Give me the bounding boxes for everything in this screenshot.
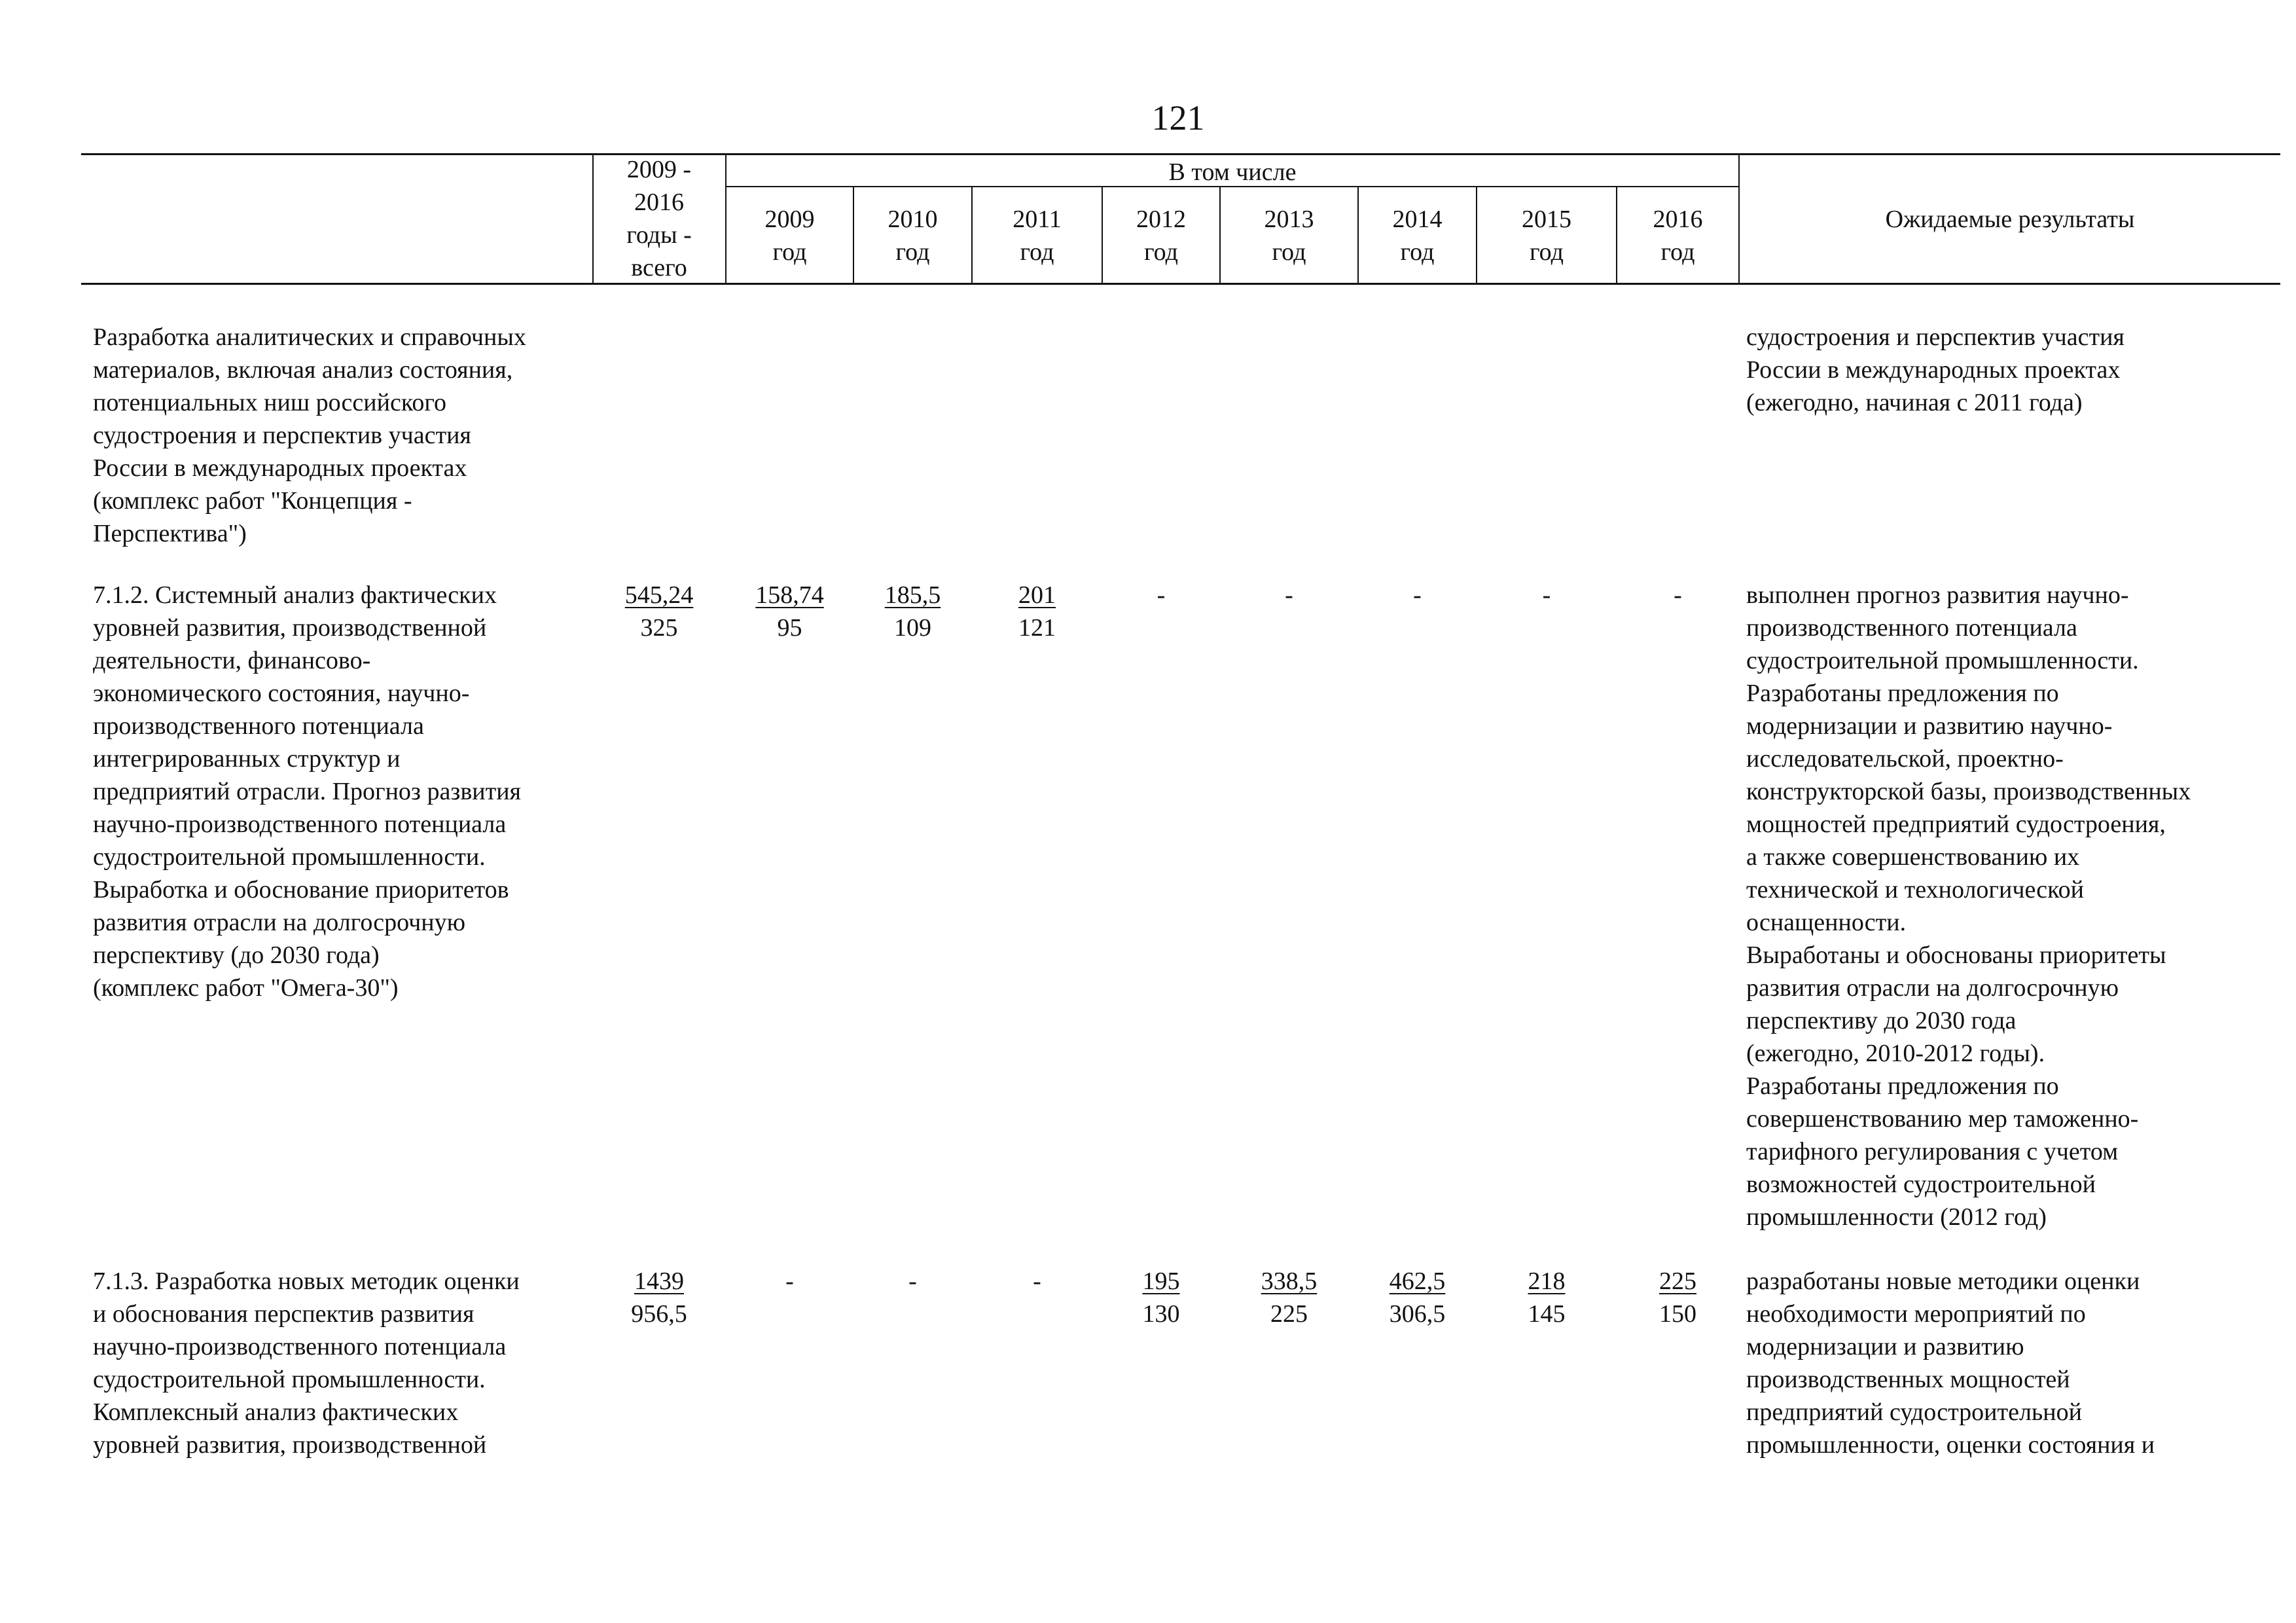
row-2-description: 7.1.3. Разработка новых методик оценки и обоснования перспектив развития научно-производственного потенциала судостроительной промышленности. Комплексный анализ фактических уровней развития, производственной [93, 1267, 520, 1459]
year-header-2010: 2010 год [888, 206, 938, 266]
row-2-value-2009: - [785, 1267, 794, 1295]
header-bottom-rule [81, 283, 2280, 285]
year-header-2015: 2015 год [1522, 206, 1571, 266]
row-2-value-2013: 338,5 225 [1261, 1267, 1318, 1328]
total-header-line: 2016 [634, 189, 684, 216]
row-2-total: 1439 956,5 [631, 1267, 687, 1328]
row-1-value-2009: 158,74 95 [755, 581, 824, 642]
row-2-value-2010: - [908, 1267, 917, 1295]
row-0-results: судостроения и перспектив участия России в международных проектах (ежегодно, начиная с 2011 года) [1746, 323, 2125, 416]
row-2-value-2011: - [1033, 1267, 1041, 1295]
page-number: 121 [1151, 98, 1205, 137]
including-header: В том числе [1168, 158, 1297, 186]
total-header-line: всего [631, 254, 687, 282]
row-1-description: 7.1.2. Системный анализ фактических уровней развития, производственной деятельности, финансово- экономического состояния, научно- производственного потенциала интегрированных структур и предприятий отрасли. Прогноз развития научно-производственного потенциала судостроительной промышленности. Выработка и обоснование приоритетов развития отрасли на долгосрочную перспективу (до 2030 года) (комплекс работ "Омега-30") [93, 581, 522, 1002]
row-1-value-2012: - [1157, 581, 1166, 609]
total-header-line: 2009 - [626, 156, 692, 183]
results-header: Ожидаемые результаты [1885, 206, 2135, 233]
year-header-2014: 2014 год [1392, 206, 1443, 266]
row-1-results: выполнен прогноз развития научно- производственного потенциала судостроительной промышленности. Разработаны предложения по модернизации и развитию научно- исследовательской, проектно- конструкторской базы, производственных мощностей предприятий судостроения, а также совершенствованию их технической и технологической оснащенности. Выработаны и обоснованы приоритеты развития отрасли на долгосрочную перспективу до 2030 года (ежегодно, 2010-2012 годы). Разработаны предложения по совершенствованию мер таможенно- тарифного регулирования с учетом возможностей судостроительной промышленности (2012 год) [1746, 581, 2191, 1231]
row-2-results: разработаны новые методики оценки необходимости мероприятий по модернизации и развитию производственных мощностей предприятий судостроительной промышленности, оценки состояния и [1746, 1267, 2155, 1459]
row-1-value-2013: - [1285, 581, 1293, 609]
year-header-2013: 2013 год [1264, 206, 1314, 266]
row-1-value-2014: - [1413, 581, 1422, 609]
row-1-total: 545,24 325 [624, 581, 694, 642]
row-2-value-2016: 225 150 [1659, 1267, 1696, 1328]
year-header-2016: 2016 год [1653, 206, 1703, 266]
row-2-value-2012: 195 130 [1142, 1267, 1180, 1328]
row-0-description: Разработка аналитических и справочных материалов, включая анализ состояния, потенциальных ниш российского судостроения и перспектив участия России в международных проектах (комплекс работ "Концепция - Перспектива") [93, 323, 526, 547]
year-header-2009: 2009 год [764, 206, 815, 266]
row-1-value-2010: 185,5 109 [884, 581, 941, 642]
total-header-line: годы - [626, 221, 692, 249]
row-1-value-2011: 201 121 [1018, 581, 1056, 642]
row-2-value-2014: 462,5 306,5 [1389, 1267, 1446, 1328]
row-2-value-2015: 218 145 [1528, 1267, 1566, 1328]
row-1-value-2016: - [1674, 581, 1682, 609]
header-top-rule [81, 153, 2280, 155]
row-1-value-2015: - [1542, 581, 1551, 609]
year-header-2011: 2011 год [1013, 206, 1062, 266]
year-header-2012: 2012 год [1136, 206, 1186, 266]
total-header [593, 153, 725, 284]
